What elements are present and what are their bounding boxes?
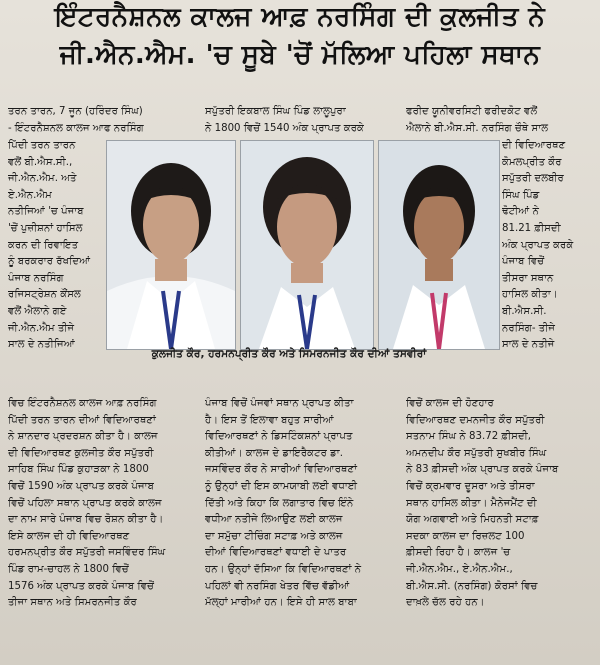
article-center-top: ਸਪੁੱਤਰੀ ਇਕਬਾਲ ਸਿੰਘ ਪਿੰਡ ਲਾਲੂਪੁਰਾ ਨੇ 1800 ਵਿਚੋਂ 1540 ਅੰਕ ਪ੍ਰਾਪਤ ਕਰਕੇ (205, 106, 364, 134)
article-right-column: ਦੀ ਵਿਦਿਆਰਥਣ ਕੋਮਲਪ੍ਰੀਤ ਕੌਰ ਸਪੁੱਤਰੀ ਦਲਬੀਰ ਸਿੰਘ ਪਿੰਡ ਢੋਟੀਆਂ ਨੇ 81.21 ਫ਼ੀਸਦੀ ਅੰਕ ਪ੍ਰਾਪਤ ਕਰਕੇ ਪੰਜਾਬ ਵਿਚੋਂ ਤੀਸਰਾ ਸਥਾਨ ਹਾਸਿਲ ਕੀਤਾ। ਬੀ.ਐਸ.ਸੀ. ਨਰਸਿੰਗ- ਤੀਜੇ ਸਾਲ ਦੇ ਨਤੀਜੇ (502, 140, 574, 351)
article-right-bottom-column: ਵਿਚੋਂ ਕਾਲਜ ਦੀ ਹੋਣਹਾਰ ਵਿਦਿਆਰਥਣ ਦਮਨਜੀਤ ਕੌਰ ਸਪੁੱਤਰੀ ਸਤਨਾਮ ਸਿੰਘ ਨੇ 83.72 ਫ਼ੀਸਦੀ, ਅਮਨਦੀਪ ਕੌਰ ਸਪੁੱਤਰੀ ਸੁਖਬੀਰ ਸਿੰਘ ਨੇ 83 ਫ਼ੀਸਦੀ ਅੰਕ ਪ੍ਰਾਪਤ ਕਰਕੇ ਪੰਜਾਬ ਵਿਚੋਂ ਕ੍ਰਮਵਾਰ ਦੂਸਰਾ ਅਤੇ ਤੀਸਰਾ ਸਥਾਨ ਹਾਸਿਲ ਕੀਤਾ। ਮੈਨੇਜਮੈਂਟ ਦੀ ਯੋਗ ਅਗਵਾਈ ਅਤੇ ਮਿਹਨਤੀ ਸਟਾਫ਼ ਸਦਕਾ ਕਾਲਜ ਦਾ ਰਿਜ਼ਲਟ 100 ਫ਼ੀਸਦੀ ਰਿਹਾ ਹੈ। ਕਾਲਜ 'ਚ ਜੀ.ਐਨ.ਐਮ., ਏ.ਐਨ.ਐਮ., ਬੀ.ਐਸ.ਸੀ. (ਨਰਸਿੰਗ) ਕੋਰਸਾਂ ਵਿਚ ਦਾਖ਼ਲੇ ਚੱਲ ਰਹੇ ਹਨ। (406, 398, 559, 609)
headline-line-1: ਇੰਟਰਨੈਸ਼ਨਲ ਕਾਲਜ ਆਫ਼ ਨਰਸਿੰਗ ਦੀ ਕੁਲਜੀਤ ਨੇ (54, 2, 546, 32)
student-photo-simranjit (378, 140, 500, 350)
student-photo-kuljit (106, 140, 236, 350)
headline-line-2: ਜੀ.ਐਨ.ਐਮ. 'ਚ ਸੂਬੇ 'ਚੋਂ ਮੱਲਿਆ ਪਹਿਲਾ ਸਥਾਨ (59, 40, 541, 70)
article-center-bottom-column: ਪੰਜਾਬ ਵਿਚੋਂ ਪੰਜਵਾਂ ਸਥਾਨ ਪ੍ਰਾਪਤ ਕੀਤਾ ਹੈ। ਇਸ ਤੋਂ ਇਲਾਵਾ ਬਹੁਤ ਸਾਰੀਆਂ ਵਿਦਿਆਰਥਣਾਂ ਨੇ ਡਿਸਟਿੰਕਸ਼ਨਾਂ ਪ੍ਰਾਪਤ ਕੀਤੀਆਂ। ਕਾਲਜ ਦੇ ਡਾਇਰੈਕਟਰ ਡਾ. ਜਸਵਿੰਦਰ ਕੌਰ ਨੇ ਸਾਰੀਆਂ ਵਿਦਿਆਰਥਣਾਂ ਨੂੰ ਉਨ੍ਹਾਂ ਦੀ ਇਸ ਕਾਮਯਾਬੀ ਲਈ ਵਧਾਈ ਦਿੱਤੀ ਅਤੇ ਕਿਹਾ ਕਿ ਲਗਾਤਾਰ ਵਿਚ ਇੰਨੇ ਵਧੀਆ ਨਤੀਜੇ ਲਿਆਉਣ ਲਈ ਕਾਲਜ ਦਾ ਸਮੁੱਚਾ ਟੀਚਿੰਗ ਸਟਾਫ਼ ਅਤੇ ਕਾਲਜ ਦੀਆਂ ਵਿਦਿਆਰਥਣਾਂ ਵਧਾਈ ਦੇ ਪਾਤਰ ਹਨ। ਉਨ੍ਹਾਂ ਦੱਸਿਆ ਕਿ ਵਿਦਿਆਰਥਣਾਂ ਨੇ ਪਹਿਲਾਂ ਵੀ ਨਰਸਿੰਗ ਖੇਤਰ ਵਿੱਚ ਵੱਡੀਆਂ ਮੱਲ੍ਹਾਂ ਮਾਰੀਆਂ ਹਨ। ਇਸੇ ਹੀ ਸਾਲ ਬਾਬਾ (205, 398, 362, 609)
article-intro: ਤਰਨ ਤਾਰਨ, 7 ਜੂਨ (ਹਰਿੰਦਰ ਸਿੰਘ) - ਇੰਟਰਨੈਸ਼ਨਲ ਕਾਲਜ ਆਫ ਨਰਸਿੰਗ (8, 106, 144, 134)
student-photo-harmanpreet (240, 140, 374, 350)
article-left-bottom-column: ਵਿਚ ਇੰਟਰਨੈਸ਼ਨਲ ਕਾਲਜ ਆਫ਼ ਨਰਸਿੰਗ ਪਿੱਦੀ ਤਰਨ ਤਾਰਨ ਦੀਆਂ ਵਿਦਿਆਰਥਣਾਂ ਨੇ ਸ਼ਾਨਦਾਰ ਪ੍ਰਦਰਸ਼ਨ ਕੀਤਾ ਹੈ। ਕਾਲਜ ਦੀ ਵਿਦਿਆਰਥਣ ਕੁਲਜੀਤ ਕੌਰ ਸਪੁੱਤਰੀ ਸਾਹਿਬ ਸਿੰਘ ਪਿੰਡ ਕੁਹਾੜਕਾ ਨੇ 1800 ਵਿਚੋਂ 1590 ਅੰਕ ਪ੍ਰਾਪਤ ਕਰਕੇ ਪੰਜਾਬ ਵਿਚੋਂ ਪਹਿਲਾ ਸਥਾਨ ਪ੍ਰਾਪਤ ਕਰਕੇ ਕਾਲਜ ਦਾ ਨਾਮ ਸਾਰੇ ਪੰਜਾਬ ਵਿਚ ਰੋਸ਼ਨ ਕੀਤਾ ਹੈ। ਇਸੇ ਕਾਲਜ ਦੀ ਹੀ ਵਿਦਿਆਰਥਣ ਹਰਮਨਪ੍ਰੀਤ ਕੌਰ ਸਪੁੱਤਰੀ ਜਸਵਿੰਦਰ ਸਿੰਘ ਪਿੰਡ ਰਾਮ-ਚਾਹਲ ਨੇ 1800 ਵਿਚੋਂ 1576 ਅੰਕ ਪ੍ਰਾਪਤ ਕਰਕੇ ਪੰਜਾਬ ਵਿਚੋਂ ਤੀਜਾ ਸਥਾਨ ਅਤੇ ਸਿਮਰਨਜੀਤ ਕੌਰ (8, 398, 166, 609)
photo-caption: ਕੁਲਜੀਤ ਕੌਰ, ਹਰਮਨਪ੍ਰੀਤ ਕੌਰ ਅਤੇ ਸਿਮਰਨਜੀਤ ਕੌਰ ਦੀਆਂ ਤਸਵੀਰਾਂ (151, 348, 427, 360)
article-left-column: ਪਿੱਦੀ ਤਰਨ ਤਾਰਨ ਵਲੋਂ ਬੀ.ਐਸ.ਸੀ., ਜੀ.ਐਨ.ਐਮ. ਅਤੇ ਏ.ਐਨ.ਐਮ ਨਤੀਜਿਆਂ 'ਚ ਪੰਜਾਬ 'ਚੋਂ ਪੁਜ਼ੀਸ਼ਨਾਂ ਹਾਸਿਲ ਕਰਨ ਦੀ ਰਿਵਾਇਤ ਨੂੰ ਬਰਕਰਾਰ ਰੱਖਦਿਆਂ ਪੰਜਾਬ ਨਰਸਿੰਗ ਰਜਿਸਟ੍ਰੇਸ਼ਨ ਕੌਂਸਲ ਵਲੋਂ ਐਲਾਨੇ ਗਏ ਜੀ.ਐਨ.ਐਮ ਤੀਜੇ ਸਾਲ ਦੇ ਨਤੀਜਿਆਂ (8, 140, 91, 351)
article-right-top: ਫਰੀਦ ਯੂਨੀਵਰਸਿਟੀ ਫਰੀਦਕੋਟ ਵਲੋਂ ਐਲਾਨੇ ਬੀ.ਐਸ.ਸੀ. ਨਰਸਿੰਗ ਚੌਥੇ ਸਾਲ (406, 106, 549, 134)
